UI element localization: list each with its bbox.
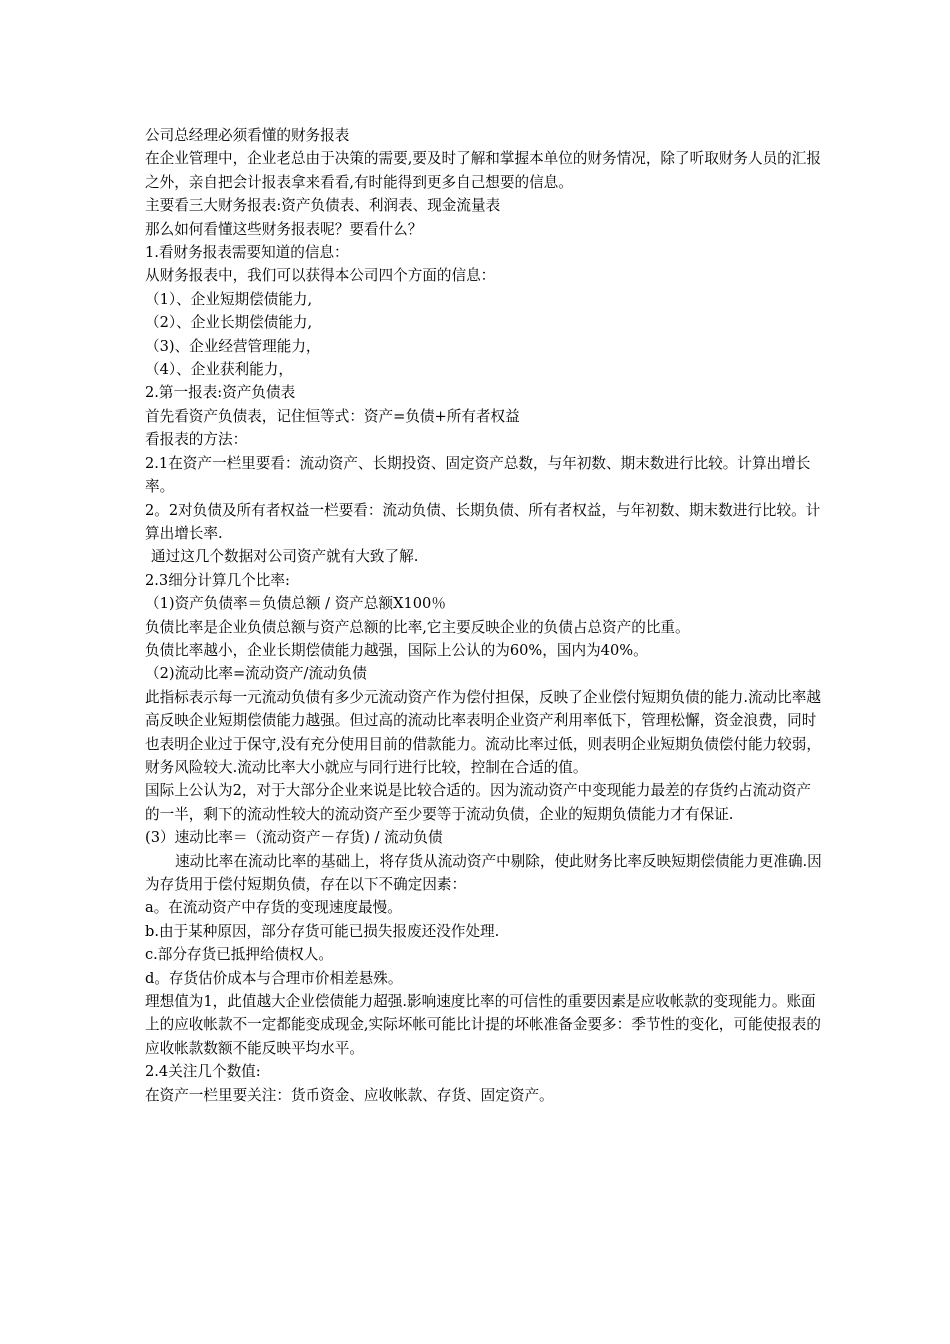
list-item: c.部分存货已抵押给债权人。 [145, 946, 333, 964]
paragraph: 首先看资产负债表，记住恒等式：资产=负债+所有者权益 [145, 407, 520, 425]
paragraph: 从财务报表中，我们可以获得本公司四个方面的信息： [145, 267, 496, 285]
document-body [145, 124, 825, 1107]
section-heading: 2.第一报表:资产负债表 [145, 384, 296, 402]
paragraph: 负债比率越小，企业长期偿债能力越强，国际上公认的为60%，国内为40%。 [145, 641, 648, 659]
list-item: （2）、企业长期偿债能力, [145, 314, 313, 332]
paragraph: 看报表的方法： [145, 431, 248, 449]
paragraph: 在企业管理中，企业老总由于决策的需要,要及时了解和掌握本单位的财务情况，除了听取财务人员的汇报之外，亲自把会计报表拿来看看,有时能得到更多自己想要的信息。 [145, 150, 821, 191]
paragraph: 2。2对负债及所有者权益一栏要看：流动负债、长期负债、所有者权益，与年初数、期末数进行比较。计算出增长率. [145, 501, 821, 542]
document-title: 公司总经理必须看懂的财务报表 [145, 127, 350, 144]
formula: （1)资产负债率＝负债总额 / 资产总额X100％ [145, 595, 446, 613]
paragraph: 国际上公认为2，对于大部分企业来说是比较合适的。因为流动资产中变现能力最差的存货约占流动资产的一半，剩下的流动性较大的流动资产至少要等于流动负债，企业的短期负债能力才有保证. [145, 782, 812, 823]
section-heading: 1.看财务报表需要知道的信息： [145, 244, 349, 262]
paragraph: 速动比率在流动比率的基础上，将存货从流动资产中剔除，使此财务比率反映短期偿债能力更准确.因为存货用于偿付短期负债，存在以下不确定因素： [145, 852, 822, 893]
list-item: （4）、企业获利能力， [145, 361, 293, 379]
list-item: d。存货估价成本与合理市价相差悬殊。 [145, 969, 403, 987]
list-item: （3)、企业经营管理能力， [145, 337, 321, 355]
paragraph: 在资产一栏里要关注：货币资金、应收帐款、存货、固定资产。 [145, 1086, 554, 1104]
paragraph: 通过这几个数据对公司资产就有大致了解. [151, 548, 419, 566]
paragraph: 此指标表示每一元流动负债有多少元流动资产作为偿付担保，反映了企业偿付短期负债的能力.流动比率越高反映企业短期偿债能力越强。但过高的流动比率表明企业资产利用率低下，管理松懈，资金浪费，同时也表明企业过于保守,没有充分使用目前的借款能力。流动比率过低，则表明企业短期负债偿付能力较弱，财务风险较大.流动比率大小就应与同行进行比较，控制在合适的值。 [145, 688, 821, 776]
list-item: b.由于某种原因，部分存货可能已损失报废还没作处理. [145, 922, 500, 940]
formula: (3）速动比率＝（流动资产－存货) / 流动负债 [145, 829, 443, 847]
list-item: a。在流动资产中存货的变现速度最慢。 [145, 899, 402, 917]
section-heading: 2.4关注几个数值: [145, 1063, 261, 1081]
paragraph: 负债比率是企业负债总额与资产总额的比率,它主要反映企业的负债占总资产的比重。 [145, 618, 690, 636]
paragraph: 2.1在资产一栏里要看：流动资产、长期投资、固定资产总数，与年初数、期末数进行比较。计算出增长率。 [145, 454, 811, 496]
list-item: （1）、企业短期偿债能力, [145, 290, 313, 308]
formula: （2)流动比率=流动资产/流动负债 [145, 665, 367, 683]
paragraph: 那么如何看懂这些财务报表呢？要看什么？ [145, 220, 423, 238]
paragraph: 理想值为1，此值越大企业偿债能力超强.影响速度比率的可信性的重要因素是应收帐款的变现能力。账面上的应收帐款不一定都能变成现金,实际坏帐可能比计提的坏帐准备金要多：季节性的变化，可能使报表的应收帐款数额不能反映平均水平。 [145, 993, 821, 1057]
section-heading: 2.3细分计算几个比率: [145, 571, 290, 589]
paragraph: 主要看三大财务报表:资产负债表、利润表、现金流量表 [145, 197, 501, 215]
